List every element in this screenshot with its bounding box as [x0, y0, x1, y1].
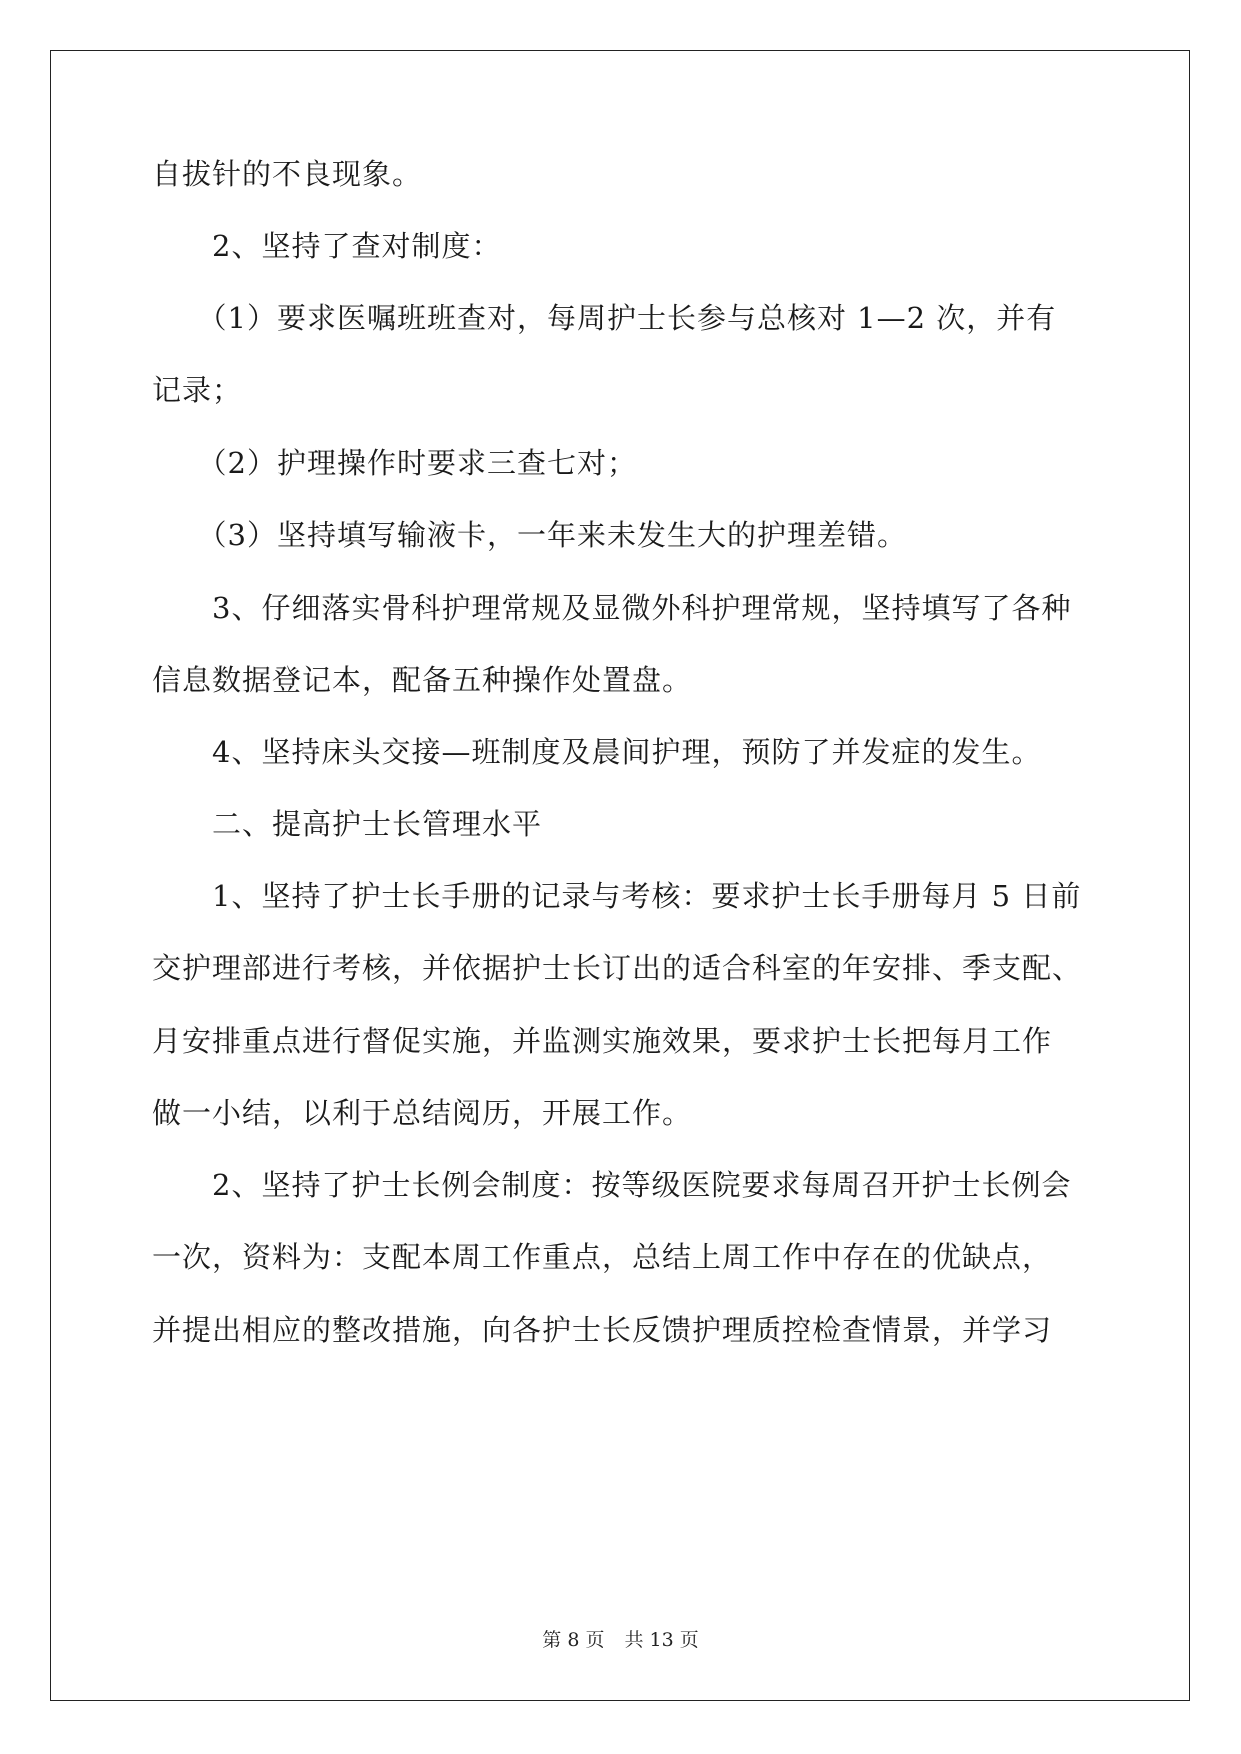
page-count: 共 13 页 [624, 1629, 699, 1651]
text-line: 4、坚持床头交接—班制度及晨间护理，预防了并发症的发生。 [152, 735, 1042, 769]
text-line: 自拔针的不良现象。 [152, 157, 423, 191]
text-line: 做一小结，以利于总结阅历，开展工作。 [152, 1096, 693, 1130]
text-line: （1）要求医嘱班班查对，每周护士长参与总核对 1—2 次，并有 [152, 301, 1057, 335]
page-number: 第 8 页 [542, 1629, 605, 1651]
text-line: 一次，资料为：支配本周工作重点，总结上周工作中存在的优缺点， [152, 1240, 1053, 1274]
text-line: 信息数据登记本，配备五种操作处置盘。 [152, 663, 693, 697]
text-line: 2、坚持了护士长例会制度：按等级医院要求每周召开护士长例会 [152, 1168, 1072, 1202]
text-line: （2）护理操作时要求三查七对； [152, 446, 637, 480]
text-line: 1、坚持了护士长手册的记录与考核：要求护士长手册每月 5 日前 [152, 879, 1082, 913]
text-line: （3）坚持填写输液卡，一年来未发生大的护理差错。 [152, 518, 907, 552]
text-line: 月安排重点进行督促实施，并监测实施效果，要求护士长把每月工作 [152, 1024, 1053, 1058]
page-footer [0, 1628, 1241, 1652]
text-line: 交护理部进行考核，并依据护士长订出的适合科室的年安排、季支配、 [152, 951, 1083, 985]
text-line: 记录； [152, 373, 243, 407]
text-line: 3、仔细落实骨科护理常规及显微外科护理常规，坚持填写了各种 [152, 591, 1072, 625]
text-line: 并提出相应的整改措施，向各护士长反馈护理质控检查情景，并学习 [152, 1313, 1053, 1347]
section-heading: 二、提高护士长管理水平 [152, 807, 543, 841]
text-line: 2、坚持了查对制度： [152, 229, 502, 263]
